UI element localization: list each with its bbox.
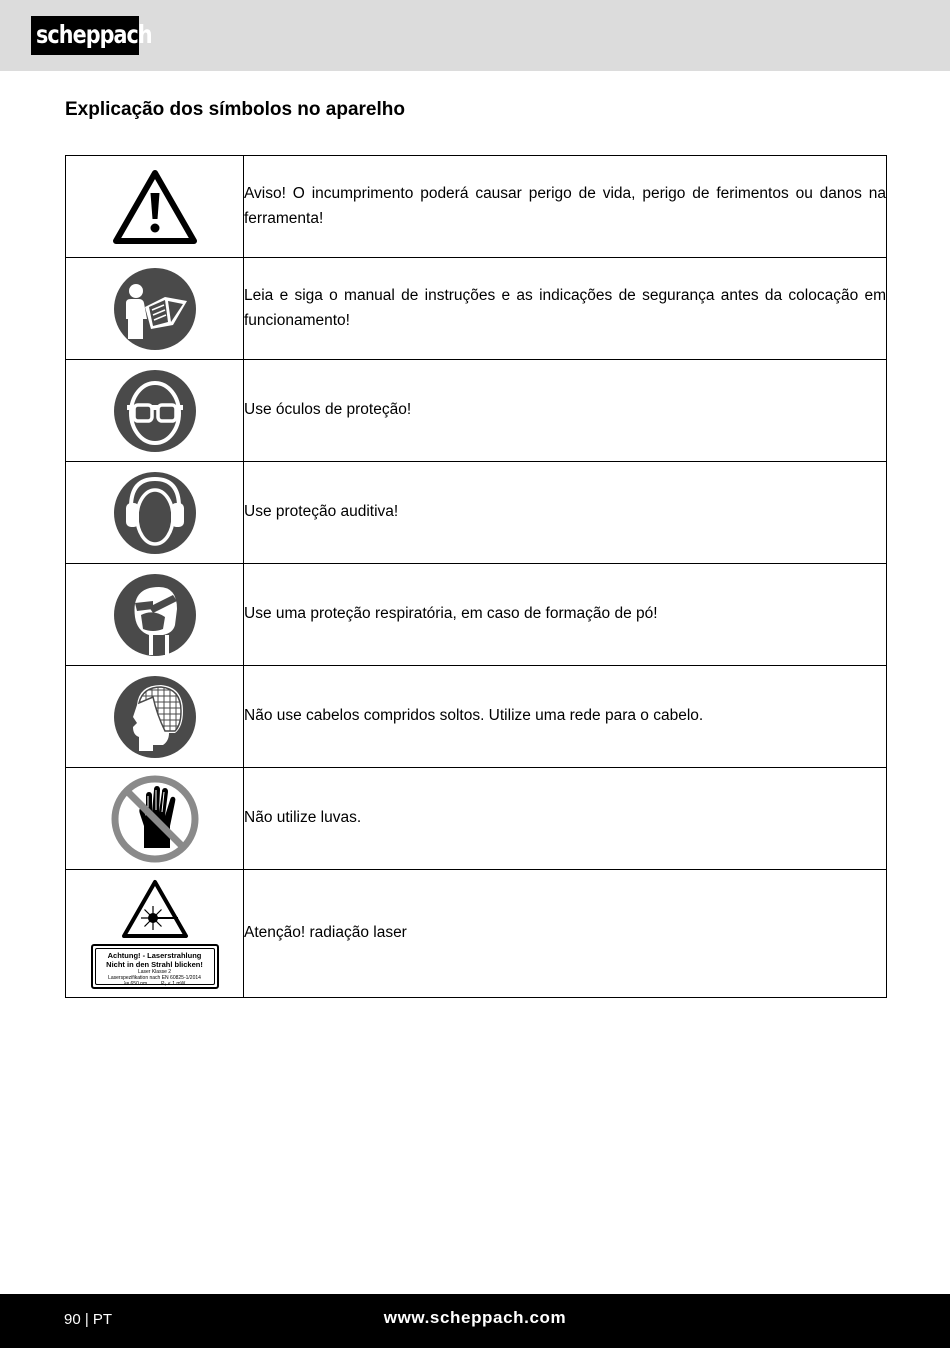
scheppach-logo: scheppach [31,16,139,55]
row-text: Use proteção auditiva! [244,462,887,564]
respirator-icon [113,573,197,657]
no-gloves-icon [110,774,200,864]
table-row [66,666,887,768]
ear-protection-icon [113,471,197,555]
page-number: 90 | PT [64,1311,113,1328]
row-text: Use uma proteção respiratória, em caso de formação de pó! [244,564,887,666]
hair-net-icon [113,675,197,759]
row-text: Atenção! radiação laser [244,870,887,998]
table-row [66,564,887,666]
website-link[interactable]: www.scheppach.com [383,1308,567,1327]
table-row [66,156,887,258]
table-row [66,870,887,998]
row-text: Use óculos de proteção! [244,360,887,462]
table-row [66,768,887,870]
safety-goggles-icon [113,369,197,453]
page-header [0,0,950,71]
page-footer [0,1294,950,1348]
page-title: Explicação dos símbolos no aparelho [65,99,405,120]
row-text: Aviso! O incumprimento poderá causar perigo de vida, perigo de ferimentos ou danos na ferramenta! [244,156,887,258]
row-text: Leia e siga o manual de instruções e as indicações de segurança antes da colocação em funcionamento! [244,258,887,360]
table-row [66,462,887,564]
row-text: Não use cabelos compridos soltos. Utilize uma rede para o cabelo. [244,666,887,768]
row-text: Não utilize luvas. [244,768,887,870]
table-row [66,258,887,360]
laser-class-label: Achtung! - Laserstrahlung Nicht in den Strahl blicken! Laser Klasse 2 Laserspezifikation nach EN 60825-1/2014 λ= 650 nm P₀ < 1 mW [91,944,219,989]
read-manual-icon [113,267,197,351]
table-row [66,360,887,462]
symbols-table [65,155,887,998]
warning-triangle-icon [112,169,198,245]
laser-warning-icon [120,878,190,940]
